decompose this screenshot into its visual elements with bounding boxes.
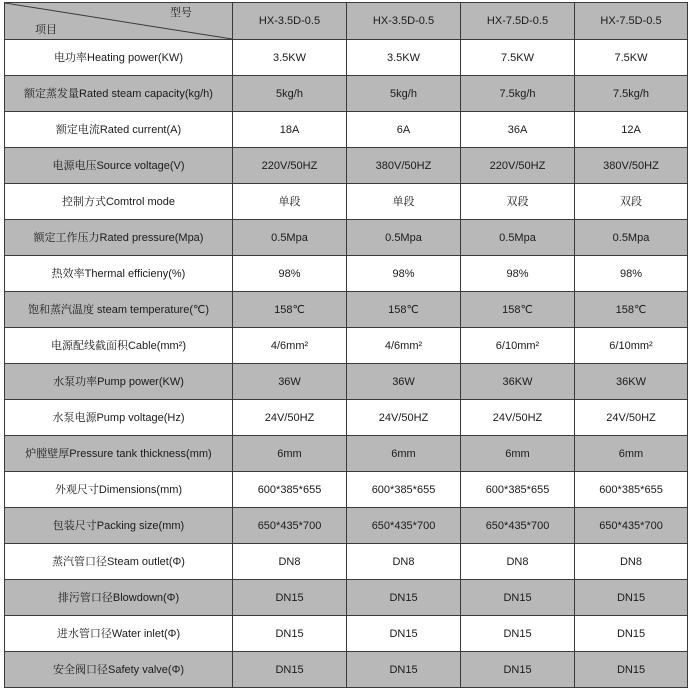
spec-value: 7.5KW — [461, 40, 575, 76]
table-row — [5, 616, 688, 652]
spec-value: DN15 — [233, 652, 347, 688]
spec-value: 98% — [575, 256, 688, 292]
model-header: HX-3.5D-0.5 — [347, 3, 461, 40]
spec-value: 600*385*655 — [575, 472, 688, 508]
parameter-name-cell — [5, 40, 233, 76]
spec-value: 220V/50HZ — [461, 148, 575, 184]
spec-value: 36W — [347, 364, 461, 400]
table-row — [5, 184, 688, 220]
item-label: 项目 — [35, 24, 57, 36]
table-row — [5, 400, 688, 436]
table-row — [5, 364, 688, 400]
spec-value: 650*435*700 — [461, 508, 575, 544]
parameter-name-cell — [5, 364, 233, 400]
spec-value: 24V/50HZ — [575, 400, 688, 436]
table-row — [5, 76, 688, 112]
spec-value: 650*435*700 — [233, 508, 347, 544]
parameter-name-cell — [5, 112, 233, 148]
spec-value: 7.5kg/h — [575, 76, 688, 112]
parameter-name-cell — [5, 148, 233, 184]
spec-value: 12A — [575, 112, 688, 148]
spec-value: 98% — [347, 256, 461, 292]
parameter-name: 热效率Thermal efficieny(%) — [51, 267, 186, 280]
spec-value: 5kg/h — [347, 76, 461, 112]
parameter-name-cell — [5, 508, 233, 544]
spec-value: 0.5Mpa — [233, 220, 347, 256]
spec-value: 0.5Mpa — [575, 220, 688, 256]
parameter-name: 饱和蒸汽温度 steam temperature(℃) — [27, 303, 210, 316]
spec-value: 600*385*655 — [347, 472, 461, 508]
spec-value: DN15 — [575, 652, 688, 688]
spec-value: DN15 — [461, 616, 575, 652]
spec-value: 380V/50HZ — [575, 148, 688, 184]
parameter-name-cell — [5, 580, 233, 616]
table-row — [5, 256, 688, 292]
spec-value: 380V/50HZ — [347, 148, 461, 184]
spec-value: DN15 — [461, 580, 575, 616]
spec-value: 7.5kg/h — [461, 76, 575, 112]
parameter-name: 额定工作压力Rated pressure(Mpa) — [33, 231, 204, 244]
spec-value: 600*385*655 — [233, 472, 347, 508]
parameter-name-cell — [5, 292, 233, 328]
parameter-name: 控制方式Comtrol mode — [61, 195, 176, 208]
spec-value: 600*385*655 — [461, 472, 575, 508]
spec-value: DN8 — [233, 544, 347, 580]
parameter-name-cell — [5, 328, 233, 364]
spec-value: 158℃ — [347, 292, 461, 328]
spec-value: 双段 — [575, 184, 688, 220]
spec-value: 4/6mm² — [347, 328, 461, 364]
spec-value: 24V/50HZ — [233, 400, 347, 436]
spec-value: DN15 — [233, 616, 347, 652]
spec-value: 0.5Mpa — [461, 220, 575, 256]
spec-value: 5kg/h — [233, 76, 347, 112]
spec-value: DN15 — [233, 580, 347, 616]
table-row — [5, 436, 688, 472]
spec-value: DN15 — [461, 652, 575, 688]
spec-value: 98% — [233, 256, 347, 292]
table-row — [5, 292, 688, 328]
parameter-name: 电源配线截面积Cable(mm²) — [50, 339, 187, 352]
spec-value: 6mm — [575, 436, 688, 472]
spec-value: DN15 — [575, 616, 688, 652]
spec-value: 3.5KW — [347, 40, 461, 76]
parameter-name: 水泵功率Pump power(KW) — [53, 375, 184, 388]
spec-value: 7.5KW — [575, 40, 688, 76]
spec-body — [5, 40, 688, 688]
model-header: HX-7.5D-0.5 — [575, 3, 688, 40]
parameter-name: 电功率Heating power(KW) — [54, 51, 183, 64]
spec-value: DN8 — [461, 544, 575, 580]
parameter-name: 电源电压Source voltage(V) — [52, 159, 185, 172]
table-row — [5, 328, 688, 364]
parameter-name-cell — [5, 436, 233, 472]
table-row — [5, 112, 688, 148]
parameter-name: 水泵电源Pump voltage(Hz) — [52, 411, 185, 424]
parameter-name-cell — [5, 220, 233, 256]
model-header: HX-3.5D-0.5 — [233, 3, 347, 40]
header-row — [5, 3, 688, 40]
table-row — [5, 580, 688, 616]
parameter-name-cell — [5, 400, 233, 436]
spec-value: 6/10mm² — [575, 328, 688, 364]
spec-value: 36W — [233, 364, 347, 400]
spec-value: 4/6mm² — [233, 328, 347, 364]
parameter-name: 外观尺寸Dimensions(mm) — [54, 483, 183, 496]
parameter-name: 炉膛壁厚Pressure tank thickness(mm) — [25, 447, 212, 460]
parameter-name: 进水管口径Water inlet(Φ) — [56, 627, 181, 640]
spec-value: 双段 — [461, 184, 575, 220]
spec-value: DN8 — [575, 544, 688, 580]
spec-value: 24V/50HZ — [461, 400, 575, 436]
spec-value: 36A — [461, 112, 575, 148]
parameter-name-cell — [5, 616, 233, 652]
table-row — [5, 220, 688, 256]
spec-value: DN15 — [347, 652, 461, 688]
spec-value: 6mm — [233, 436, 347, 472]
parameter-name: 安全阀口径Safety valve(Φ) — [52, 663, 185, 676]
table-row — [5, 148, 688, 184]
spec-value: 650*435*700 — [575, 508, 688, 544]
table-row — [5, 508, 688, 544]
parameter-name-cell — [5, 256, 233, 292]
table-row — [5, 652, 688, 688]
spec-value: 158℃ — [461, 292, 575, 328]
parameter-name-cell — [5, 76, 233, 112]
model-label: 型号 — [170, 7, 192, 19]
spec-value: 158℃ — [233, 292, 347, 328]
spec-value: 18A — [233, 112, 347, 148]
model-header: HX-7.5D-0.5 — [461, 3, 575, 40]
parameter-name-cell — [5, 472, 233, 508]
spec-value: DN8 — [347, 544, 461, 580]
table-row — [5, 472, 688, 508]
spec-value: 6/10mm² — [461, 328, 575, 364]
spec-value: 36KW — [575, 364, 688, 400]
spec-value: 98% — [461, 256, 575, 292]
spec-value: 24V/50HZ — [347, 400, 461, 436]
parameter-name: 额定蒸发量Rated steam capacity(kg/h) — [24, 87, 213, 100]
spec-value: 0.5Mpa — [347, 220, 461, 256]
spec-value: 单段 — [233, 184, 347, 220]
spec-value: DN15 — [575, 580, 688, 616]
spec-table — [4, 2, 688, 688]
spec-value: DN15 — [347, 616, 461, 652]
parameter-name: 排污管口径Blowdown(Φ) — [57, 591, 180, 604]
spec-value: 36KW — [461, 364, 575, 400]
spec-value: DN15 — [347, 580, 461, 616]
table-row — [5, 40, 688, 76]
spec-value: 6mm — [461, 436, 575, 472]
spec-value: 6A — [347, 112, 461, 148]
parameter-name: 额定电流Rated current(A) — [55, 123, 182, 136]
spec-value: 单段 — [347, 184, 461, 220]
parameter-name: 蒸汽管口径Steam outlet(Φ) — [52, 555, 185, 568]
spec-value: 6mm — [347, 436, 461, 472]
spec-value: 158℃ — [575, 292, 688, 328]
table-row — [5, 544, 688, 580]
spec-value: 220V/50HZ — [233, 148, 347, 184]
parameter-name-cell — [5, 544, 233, 580]
spec-value: 3.5KW — [233, 40, 347, 76]
header-diagonal-cell — [5, 3, 233, 40]
parameter-name-cell — [5, 184, 233, 220]
spec-value: 650*435*700 — [347, 508, 461, 544]
parameter-name: 包装尺寸Packing size(mm) — [52, 519, 185, 532]
parameter-name-cell — [5, 652, 233, 688]
